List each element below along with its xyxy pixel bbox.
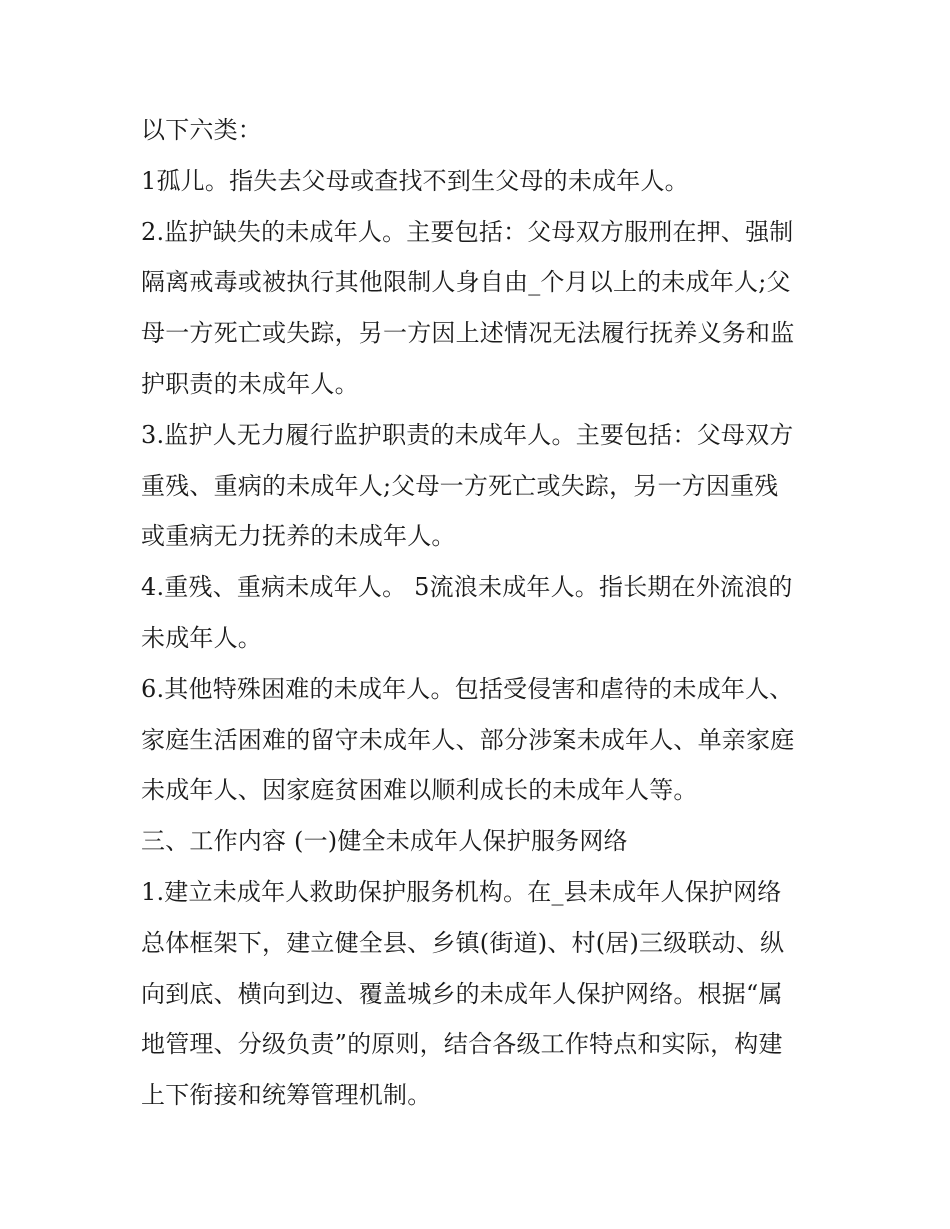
text-line: 地管理、分级负责”的原则，结合各级工作特点和实际，构建 [141,1030,783,1059]
text-line: 或重病无力抚养的未成年人。 [141,522,456,551]
text-line: 护职责的未成年人。 [141,369,359,398]
text-line: 6.其他特殊困难的未成年人。包括受侵害和虐待的未成年人、 [141,674,794,703]
text-line: 家庭生活困难的留守未成年人、部分涉案未成年人、单亲家庭 [141,725,795,754]
text-line: 3.监护人无力履行监护职责的未成年人。主要包括：父母双方 [141,420,794,449]
text-line: 1.建立未成年人救助保护服务机构。在_县未成年人保护网络 [141,877,782,906]
text-line: 4.重残、重病未成年人。 5流浪未成年人。指长期在外流浪的 [141,573,793,602]
text-line: 未成年人。 [141,623,262,652]
text-line: 总体框架下，建立健全县、乡镇(街道)、村(居)三级联动、纵 [141,928,785,957]
section-heading: 三、工作内容 (一)健全未成年人保护服务网络 [141,827,628,856]
text-line: 上下衔接和统筹管理机制。 [141,1081,432,1110]
text-line: 未成年人、因家庭贫困难以顺利成长的未成年人等。 [141,776,698,805]
text-line: 2.监护缺失的未成年人。主要包括：父母双方服刑在押、强制 [141,217,794,246]
text-line: 母一方死亡或失踪，另一方因上述情况无法履行抚养义务和监 [141,319,795,348]
document-body [141,105,821,1121]
text-line: 向到底、横向到边、覆盖城乡的未成年人保护网络。根据“属 [141,979,783,1008]
text-line: 重残、重病的未成年人;父母一方死亡或失踪，另一方因重残 [141,471,779,500]
text-line: 以下六类： [141,116,262,144]
text-line: 隔离戒毒或被执行其他限制人身自由_个月以上的未成年人;父 [141,268,791,297]
text-line: 1孤儿。指失去父母或查找不到生父母的未成年人。 [141,166,689,195]
